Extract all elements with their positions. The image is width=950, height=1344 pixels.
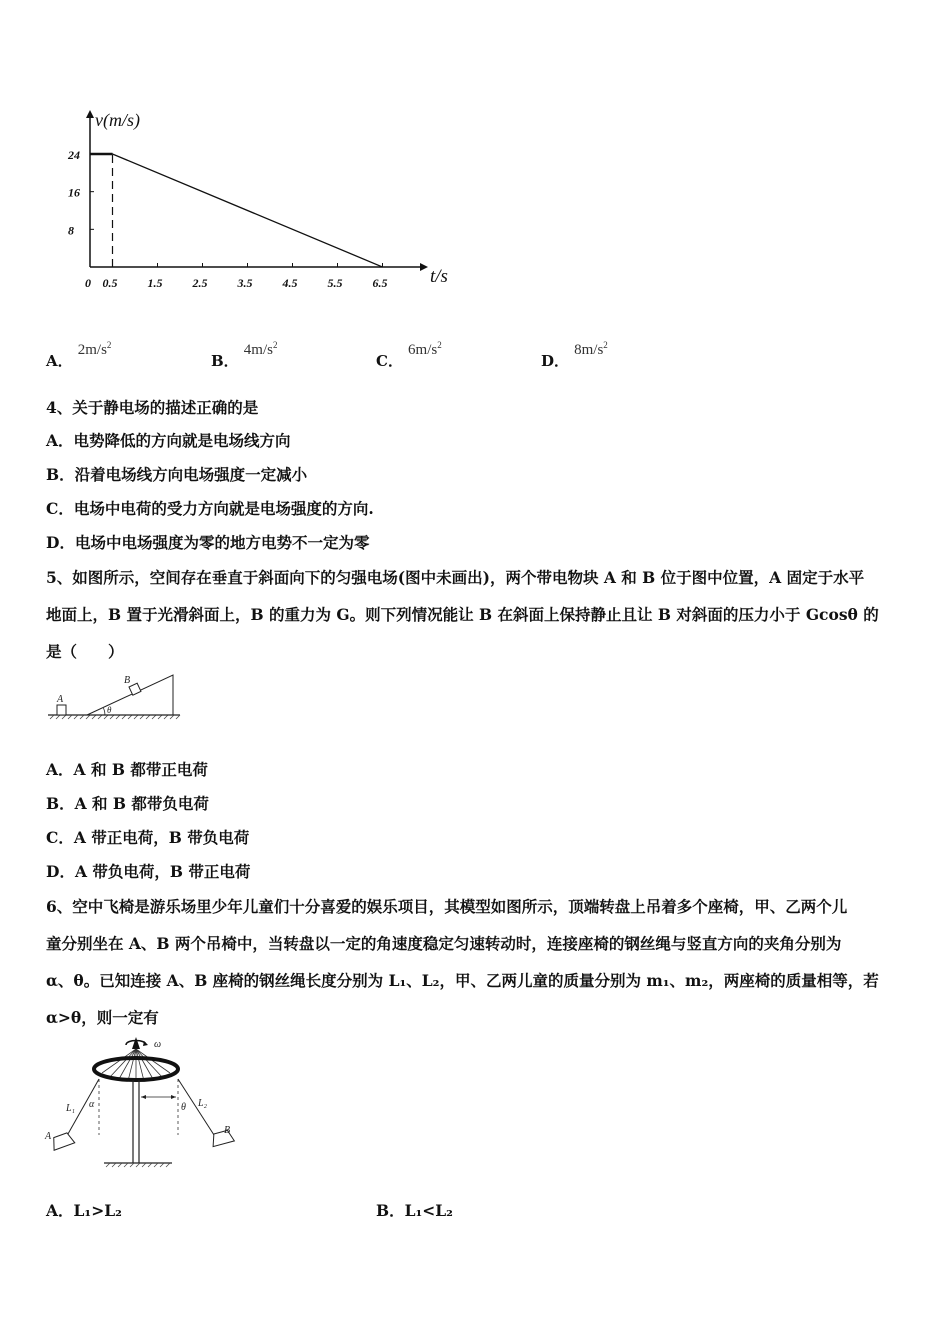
x-tick-label: 0.5 (102, 276, 118, 290)
q4-option-b[interactable]: B．沿着电场线方向电场强度一定减小 (46, 465, 308, 484)
vt-chart (60, 100, 480, 325)
flying-chair-figure (44, 1035, 244, 1170)
q3-option-a[interactable] (46, 338, 112, 370)
x-tick-label: 4.5 (282, 276, 298, 290)
theta-arc (104, 708, 106, 715)
option-value: $6m/s^2$ (408, 340, 442, 358)
q3-option-b[interactable] (211, 338, 278, 370)
q5-stem-line-2: 地面上，B 置于光滑斜面上，B 的重力为 G。则下列情况能让 B 在斜面上保持静止且让 B 对斜面的压力小于 Gcosθ 的 (46, 605, 879, 624)
y-tick-label: 8 (68, 223, 74, 238)
option-label: B． (211, 352, 239, 370)
label-alpha: α (89, 1099, 95, 1110)
y-axis-arrow-icon (86, 110, 94, 118)
x-axis-arrow-icon (420, 263, 428, 271)
q6-stem-line-4: α>θ，则一定有 (46, 1008, 159, 1027)
label-l2: L₂ (198, 1098, 208, 1109)
y-axis-label: v(m/s) (95, 110, 140, 130)
q3-option-d[interactable] (541, 338, 608, 370)
series-line-v (90, 154, 383, 267)
q3-option-c[interactable] (376, 338, 442, 370)
label-omega: ω (154, 1039, 162, 1050)
q5-option-a[interactable]: A．A 和 B 都带正电荷 (46, 760, 208, 779)
label-a: A (45, 1131, 52, 1142)
x-tick-label: 3.5 (237, 276, 253, 290)
option-label: D． (541, 352, 570, 370)
q5-option-d[interactable]: D．A 带负电荷，B 带正电荷 (46, 862, 251, 881)
block-a (57, 705, 66, 715)
q4-option-c[interactable]: C．电场中电荷的受力方向就是电场强度的方向. (46, 499, 374, 518)
q6-stem-line-2: 童分别坐在 A、B 两个吊椅中，当转盘以一定的角速度稳定匀速转动时，连接座椅的钢丝绳与竖直方向的夹角分别为 (46, 934, 842, 953)
option-value: $8m/s^2$ (574, 340, 608, 358)
q6-stem-line-1: 6、空中飞椅是游乐场里少年儿童们十分喜爱的娱乐项目，其模型如图所示，顶端转盘上吊着多个座椅，甲、乙两个儿 (46, 897, 848, 916)
y-tick-label: 16 (68, 185, 80, 200)
incline-figure (45, 668, 185, 724)
label-b: B (124, 675, 131, 686)
q6-option-a[interactable]: A．L₁>L₂ (46, 1201, 122, 1220)
label-theta: θ (181, 1102, 186, 1113)
q5-stem-line-1: 5、如图所示，空间存在垂直于斜面向下的匀强电场(图中未画出)，两个带电物块 A 和 B 位于图中位置，A 固定于水平 (46, 568, 865, 587)
chair-b (210, 1129, 234, 1146)
x-tick-label: 5.5 (327, 276, 343, 290)
option-value: $2m/s^2$ (77, 340, 112, 358)
x-tick-label: 1.5 (147, 276, 163, 290)
x-tick-label: 0 (85, 276, 91, 290)
block-b (129, 683, 141, 695)
option-value: $4m/s^2$ (243, 340, 278, 358)
label-theta: θ (107, 705, 112, 715)
q4-option-d[interactable]: D．电场中电场强度为零的地方电势不一定为零 (46, 533, 370, 552)
x-tick-label: 2.5 (192, 276, 208, 290)
x-tick-label: 6.5 (372, 276, 388, 290)
y-tick-label: 24 (68, 148, 80, 162)
chair-a (50, 1131, 75, 1150)
q6-option-b[interactable]: B．L₁<L₂ (376, 1201, 453, 1220)
option-label: A． (46, 352, 73, 370)
q4-option-a[interactable]: A．电势降低的方向就是电场线方向 (46, 431, 291, 450)
x-axis-label: t/s (430, 266, 448, 287)
top-cap (132, 1037, 140, 1049)
label-a: A (57, 694, 64, 705)
q5-option-c[interactable]: C．A 带正电荷，B 带负电荷 (46, 828, 250, 847)
q5-option-b[interactable]: B．A 和 B 都带负电荷 (46, 794, 209, 813)
option-label: C． (376, 352, 403, 370)
q4-stem: 4、关于静电场的描述正确的是 (46, 398, 259, 417)
label-l1: L₁ (66, 1103, 76, 1114)
label-b: B (224, 1125, 231, 1136)
q5-stem-line-3: 是（ ） (46, 642, 124, 661)
q6-stem-line-3: α、θ。已知连接 A、B 座椅的钢丝绳长度分别为 L₁、L₂，甲、乙两儿童的质量分别为 m₁、m₂，两座椅的质量相等，若 (46, 971, 879, 990)
